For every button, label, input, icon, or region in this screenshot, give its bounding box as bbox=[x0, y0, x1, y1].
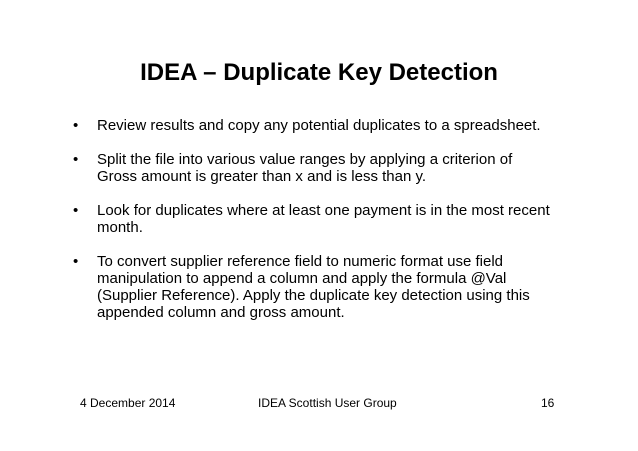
footer-page-number: 16 bbox=[541, 396, 555, 410]
bullet-marker: • bbox=[73, 151, 79, 168]
bullet-text-line: manipulation to append a column and apply the formula @Val bbox=[97, 270, 507, 287]
bullet-text-line: month. bbox=[97, 219, 143, 236]
bullet-text-line: appended column and gross amount. bbox=[97, 304, 345, 321]
bullet-text-line: (Supplier Reference). Apply the duplicate key detection using this bbox=[97, 287, 530, 304]
slide-title: IDEA – Duplicate Key Detection bbox=[140, 59, 498, 86]
footer-date: 4 December 2014 bbox=[80, 396, 176, 410]
bullet-text-line: Gross amount is greater than x and is less than y. bbox=[97, 168, 427, 185]
bullet-text-line: To convert supplier reference field to numeric format use field bbox=[97, 253, 504, 270]
bullet-item bbox=[73, 117, 593, 134]
bullet-text-line: Look for duplicates where at least one payment is in the most recent bbox=[97, 202, 550, 219]
bullet-list bbox=[73, 117, 593, 338]
bullet-item bbox=[73, 253, 593, 321]
footer-event: IDEA Scottish User Group bbox=[258, 396, 397, 410]
bullet-text-line: Split the file into various value ranges by applying a criterion of bbox=[97, 151, 513, 168]
bullet-text-line: Review results and copy any potential duplicates to a spreadsheet. bbox=[97, 117, 541, 134]
bullet-marker: • bbox=[73, 202, 79, 219]
bullet-item bbox=[73, 151, 593, 185]
bullet-item bbox=[73, 202, 593, 236]
bullet-marker: • bbox=[73, 253, 79, 270]
bullet-marker: • bbox=[73, 117, 79, 134]
